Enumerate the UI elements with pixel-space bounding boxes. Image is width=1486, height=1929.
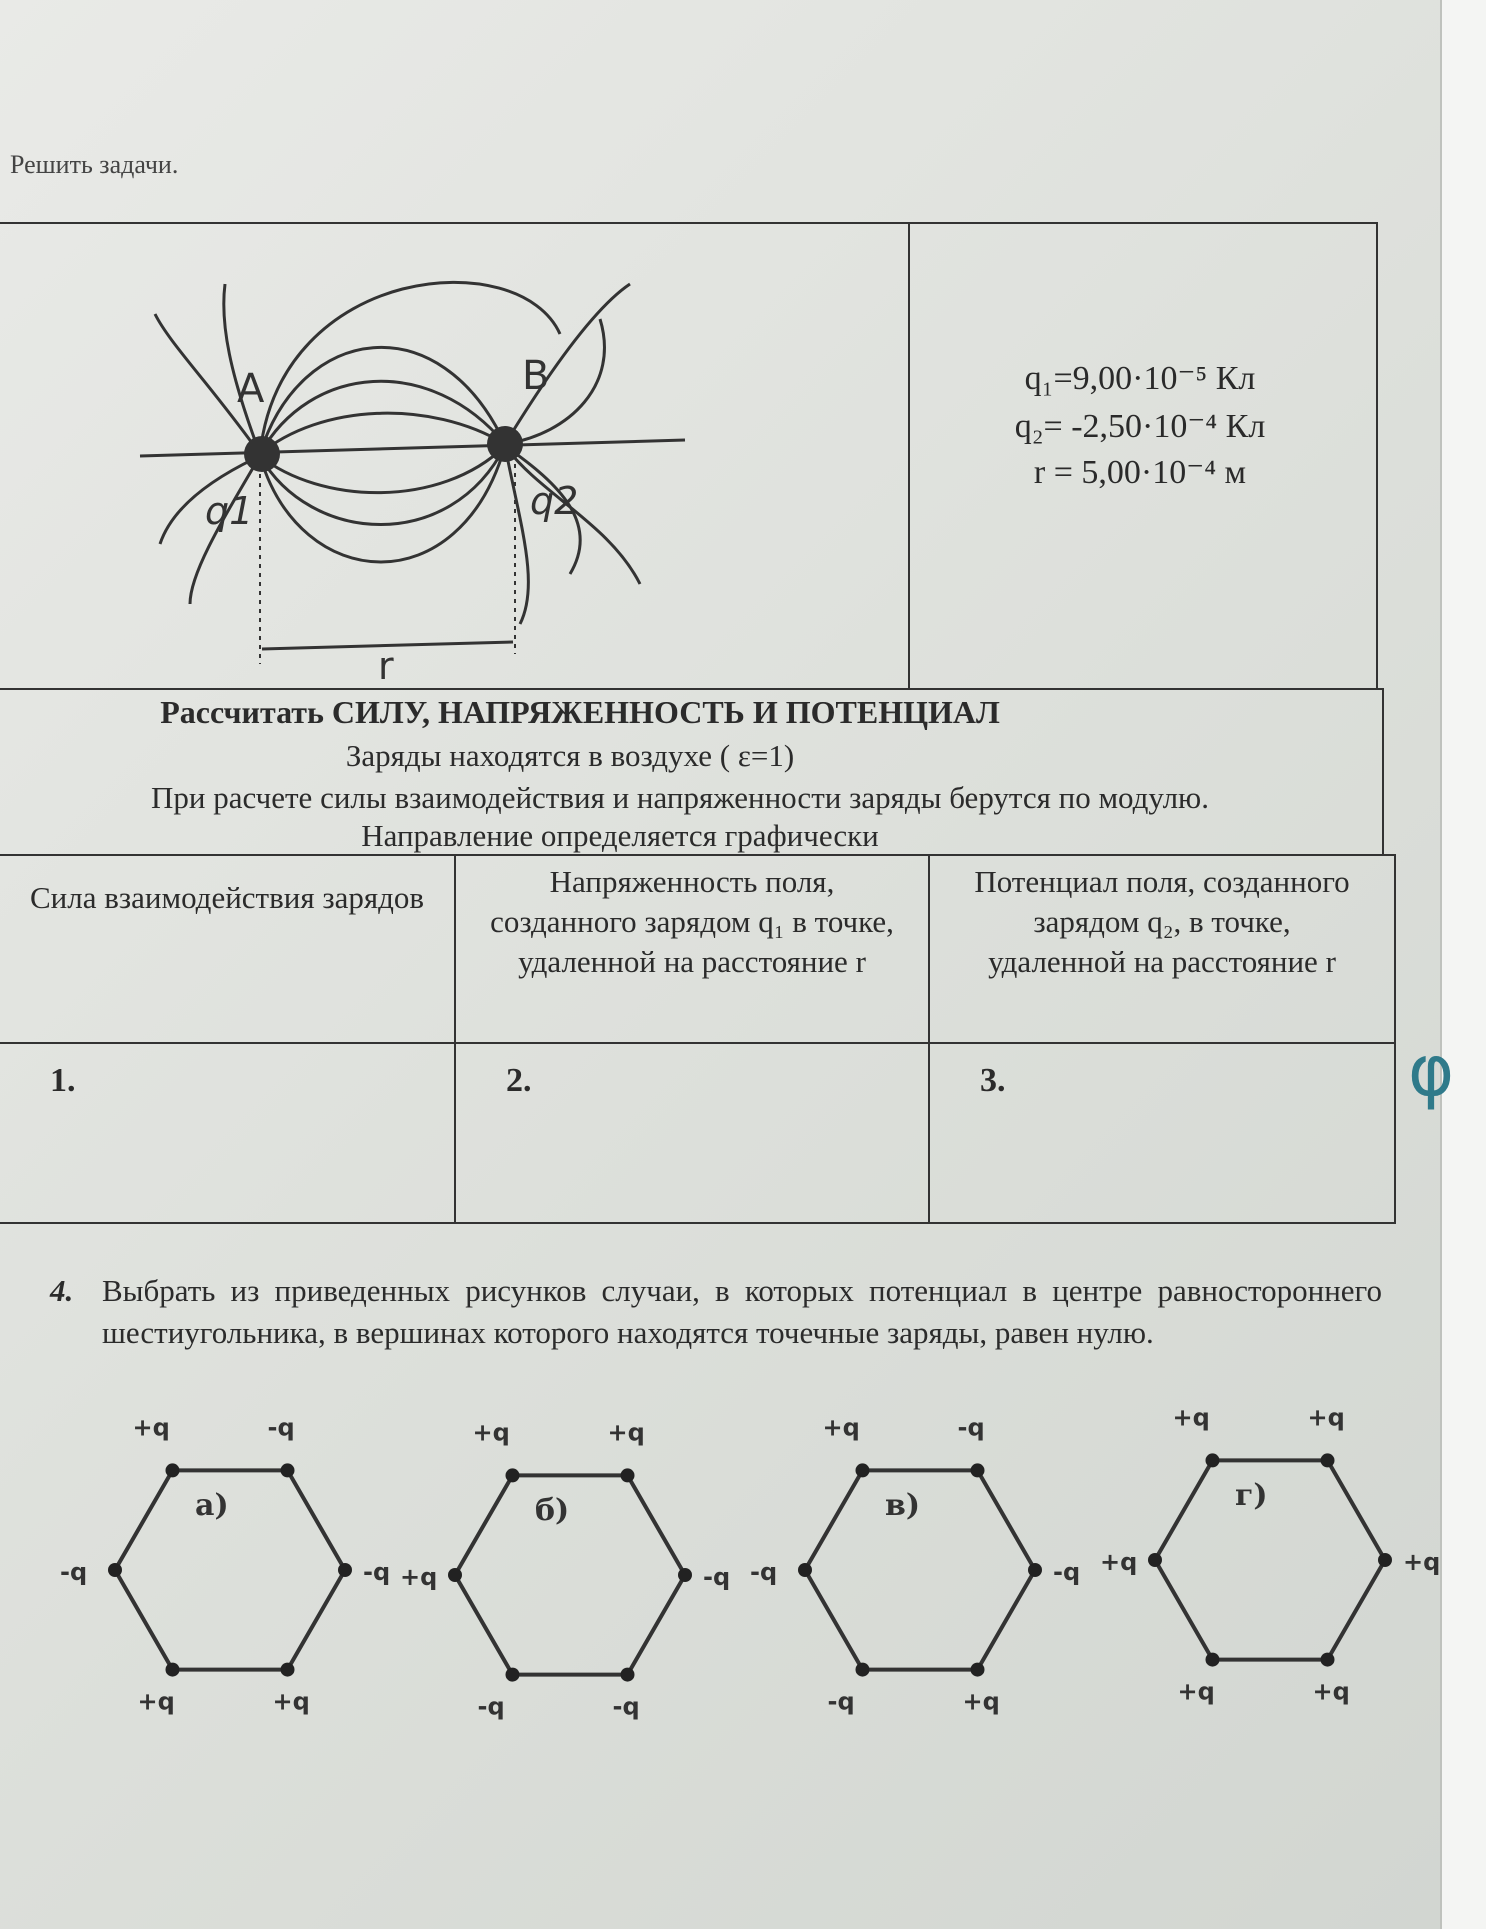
charge-dot: [1148, 1553, 1162, 1567]
hexagon-4: [1155, 1460, 1385, 1659]
charge-label: +q: [1312, 1677, 1350, 1706]
charge-dot: [506, 1468, 520, 1482]
header-force: Сила взаимодействия зарядов: [0, 854, 456, 1042]
charge-dot: [971, 1663, 985, 1677]
field-line: [260, 347, 505, 454]
task-4-text: Выбрать из приведенных рисунков случаи, в которых потенциал в центре равностороннего шестиугольника, в вершинах которого находятся точечные заряды, равен нулю.: [102, 1273, 1382, 1350]
field-line: [505, 446, 528, 624]
top-table: [0, 222, 1378, 688]
label-r: r: [378, 644, 394, 686]
charge-label: +q: [1100, 1548, 1138, 1576]
charge-label: -q: [750, 1558, 778, 1586]
answer-cell-3[interactable]: [930, 1042, 1396, 1224]
field-line: [260, 446, 505, 562]
answer-cell-1[interactable]: [0, 1042, 456, 1224]
handwritten-phi: φ: [1408, 1030, 1455, 1112]
label-b: B: [522, 353, 550, 399]
charge-label: +q: [962, 1687, 1000, 1716]
field-line: [260, 446, 505, 525]
given-q1: q₁=9,00·10⁻⁵ Кл: [1024, 360, 1256, 397]
charge-dot: [971, 1463, 985, 1477]
charge-label: -q: [60, 1558, 88, 1586]
charge-dot: [856, 1663, 870, 1677]
answer-cell-2[interactable]: [456, 1042, 930, 1224]
charge-dot: [678, 1568, 692, 1582]
charge-a: [244, 436, 280, 472]
charge-dot: [338, 1563, 352, 1577]
charge-label: +q: [400, 1563, 438, 1591]
charge-label: +q: [822, 1413, 860, 1442]
charge-dot: [166, 1663, 180, 1677]
charge-dot: [281, 1463, 295, 1477]
hexagon-1: [115, 1470, 345, 1669]
header-field-strength: Напряженность поля, созданного зарядом q₁ в точке, удаленной на расстояние r: [456, 854, 930, 1042]
charge-label: +q: [1307, 1410, 1345, 1432]
charge-label: +q: [272, 1687, 310, 1716]
charge-label: +q: [1403, 1548, 1441, 1576]
label-a: A: [237, 366, 265, 412]
field-lines-diagram: [0, 224, 906, 686]
charge-label: +q: [1177, 1677, 1215, 1706]
field-line: [260, 446, 505, 493]
charge-label: -q: [477, 1692, 505, 1721]
field-line: [505, 319, 604, 444]
hexagon-label: а): [195, 1488, 229, 1523]
charge-label: -q: [363, 1558, 391, 1586]
hexagon-label: б): [535, 1493, 570, 1528]
cell-number: 1.: [50, 1062, 76, 1099]
charge-label: -q: [957, 1413, 985, 1442]
axis-line: [140, 440, 685, 456]
charge-dot: [856, 1463, 870, 1477]
charge-dot: [1028, 1563, 1042, 1577]
charge-dot: [1206, 1453, 1220, 1467]
charge-label: -q: [267, 1413, 295, 1442]
charge-label: -q: [612, 1692, 640, 1721]
charge-dot: [1378, 1553, 1392, 1567]
charge-label: +q: [607, 1418, 645, 1447]
charge-label: -q: [827, 1687, 855, 1716]
instructions-modulus: При расчете силы взаимодействия и напряженности заряды берутся по модулю.: [151, 780, 1209, 815]
hexagon-2: [455, 1475, 685, 1674]
charge-dot: [621, 1668, 635, 1682]
instructions-block: [0, 688, 1384, 854]
charge-label: +q: [472, 1418, 510, 1447]
given-r: r = 5,00·10⁻⁴ м: [1033, 454, 1247, 491]
charge-dot: [798, 1563, 812, 1577]
charge-dot: [281, 1663, 295, 1677]
charge-dot: [166, 1463, 180, 1477]
hexagons-figure: [0, 1410, 1486, 1730]
instructions-medium: Заряды находятся в воздухе ( ε=1): [345, 738, 795, 773]
task-4-number: 4.: [50, 1273, 74, 1308]
cell-number: 3.: [980, 1062, 1006, 1099]
hexagon-label: г): [1235, 1478, 1268, 1513]
instructions-direction: Направление определяется графически: [361, 818, 879, 853]
hexagon-label: в): [885, 1488, 921, 1523]
figure-cell: [0, 222, 910, 688]
header-potential: Потенциал поля, созданного зарядом q₂, в точке, удаленной на расстояние r: [930, 854, 1396, 1042]
heading: Решить задачи.: [10, 150, 179, 179]
charge-dot: [621, 1468, 635, 1482]
charge-dot: [448, 1568, 462, 1582]
charge-label: +q: [132, 1413, 170, 1442]
charge-b: [487, 426, 523, 462]
charge-dot: [506, 1668, 520, 1682]
charge-dot: [1321, 1453, 1335, 1467]
answer-table: [0, 854, 1396, 1224]
label-q2: q2: [530, 479, 579, 523]
given-q2: q₂= -2,50·10⁻⁴ Кл: [1014, 408, 1266, 445]
charge-dot: [1206, 1653, 1220, 1667]
field-line: [260, 381, 505, 454]
charge-label: +q: [1172, 1410, 1210, 1432]
charge-label: +q: [137, 1687, 175, 1716]
charge-dot: [108, 1563, 122, 1577]
charge-label: -q: [703, 1563, 731, 1591]
given-cell: [910, 222, 1378, 688]
charge-dot: [1321, 1653, 1335, 1667]
label-q1: q1: [205, 489, 254, 533]
cell-number: 2.: [506, 1062, 532, 1099]
charge-label: -q: [1053, 1558, 1081, 1586]
instructions-title: Рассчитать СИЛУ, НАПРЯЖЕННОСТЬ И ПОТЕНЦИАЛ: [160, 694, 1000, 730]
